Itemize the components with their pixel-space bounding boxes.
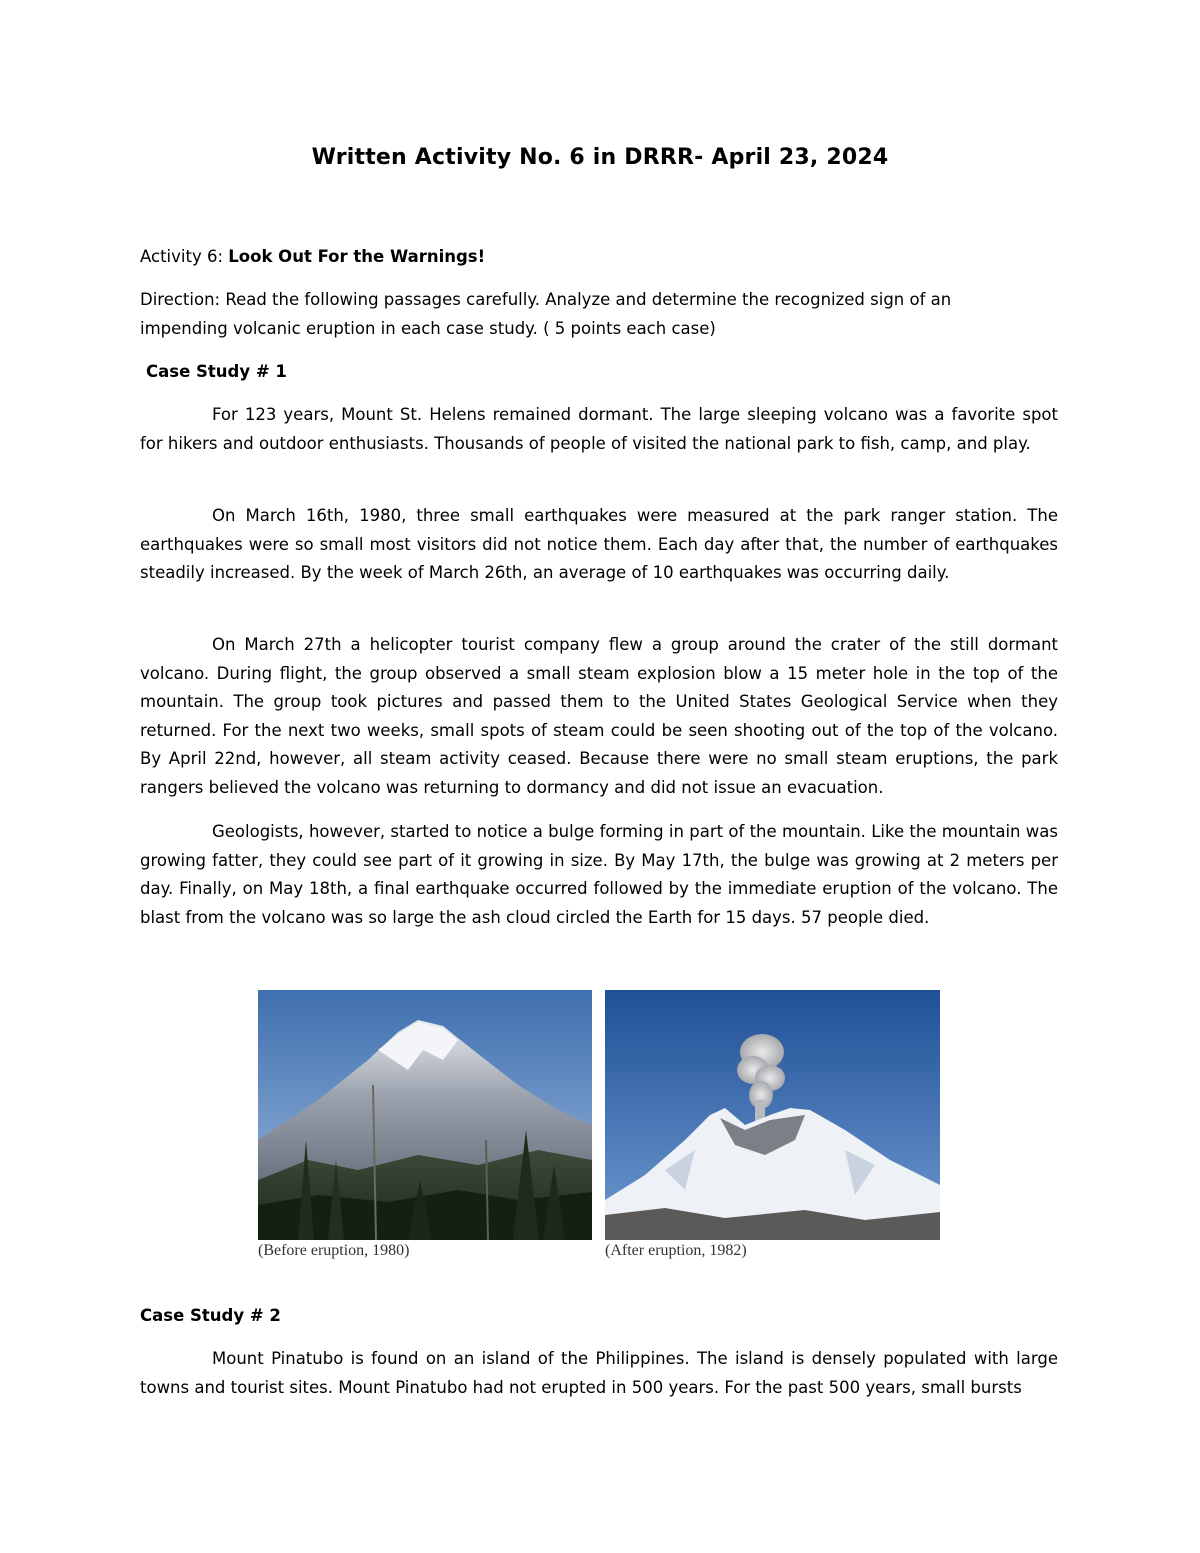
case-study-2-heading: Case Study # 2 bbox=[140, 1306, 281, 1325]
case-study-2-paragraph-1: Mount Pinatubo is found on an island of the Philippines. The island is densely populated with large towns and tourist sites. Mount Pinatubo had not erupted in 500 years. For the past 500 years, small bursts bbox=[140, 1349, 1058, 1397]
case-study-1-paragraph-1: For 123 years, Mount St. Helens remained dormant. The large sleeping volcano was a favorite spot for hikers and outdoor enthusiasts. Thousands of people of visited the national park to fish, camp, and play. bbox=[140, 405, 1058, 453]
activity-title: Look Out For the Warnings! bbox=[228, 247, 486, 266]
case-study-1-paragraph-4: Geologists, however, started to notice a bulge forming in part of the mountain. Like the mountain was growing fatter, they could see part of it growing in size. By May 17th, the bulge was growing at 2 meters per day. Finally, on May 18th, a final earthquake occurred followed by the immediate eruption of the volcano. The blast from the volcano was so large the ash cloud circled the Earth for 15 days. 57 people died. bbox=[140, 822, 1058, 927]
after-eruption-caption: (After eruption, 1982) bbox=[605, 1242, 747, 1259]
case-study-1-paragraph-2: On March 16th, 1980, three small earthquakes were measured at the park ranger station. The earthquakes were so small most visitors did not notice them. Each day after that, the number of earthquakes steadily increased. By the week of March 26th, an average of 10 earthquakes was occurring daily. bbox=[140, 506, 1058, 583]
direction-line-1: Direction: Read the following passages carefully. Analyze and determine the recognized sign of an bbox=[140, 290, 952, 309]
activity-heading bbox=[140, 243, 485, 271]
direction-line-2: impending volcanic eruption in each case study. ( 5 points each case) bbox=[140, 319, 716, 338]
before-eruption-photo bbox=[258, 990, 592, 1240]
case-study-1-paragraph-3: On March 27th a helicopter tourist company flew a group around the crater of the still dormant volcano. During flight, the group observed a small steam explosion blow a 15 meter hole in the top of the mountain. The group took pictures and passed them to the United States Geological Service when they returned. For the next two weeks, small spots of steam could be seen shooting out of the top of the volcano. By April 22nd, however, all steam activity ceased. Because there were no small steam eruptions, the park rangers believed the volcano was returning to dormancy and did not issue an evacuation. bbox=[140, 635, 1058, 797]
activity-prefix: Activity 6: bbox=[140, 247, 229, 266]
document-title: Written Activity No. 6 in DRRR- April 23, 2024 bbox=[311, 145, 889, 170]
case-study-1-heading: Case Study # 1 bbox=[146, 362, 287, 381]
before-eruption-caption: (Before eruption, 1980) bbox=[258, 1242, 410, 1259]
after-eruption-photo bbox=[605, 990, 940, 1240]
